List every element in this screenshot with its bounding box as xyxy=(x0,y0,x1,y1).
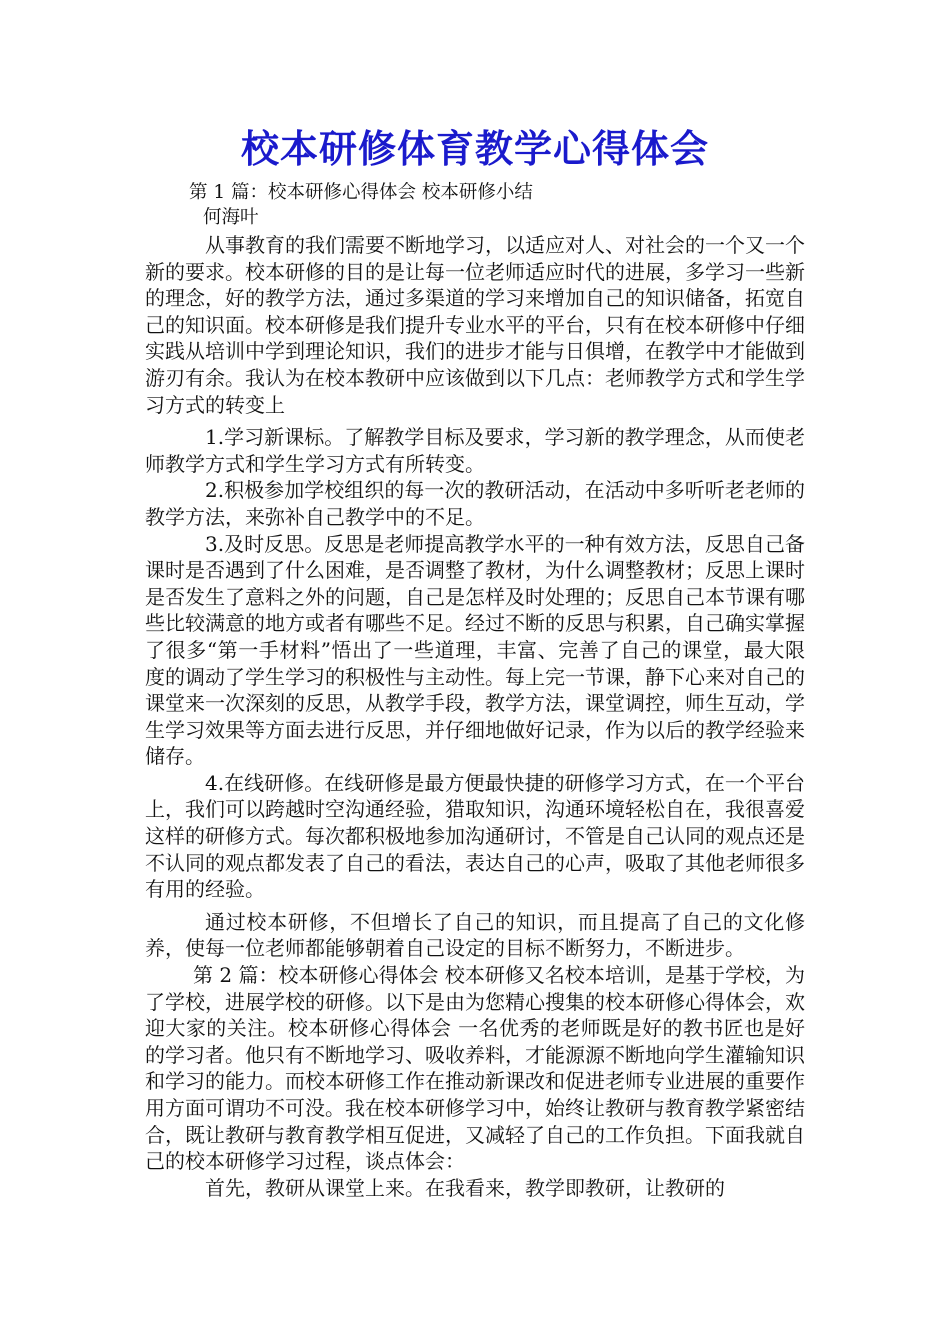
paragraph-point-4: 4.在线研修。在线研修是最方便最快捷的研修学习方式，在一个平台上，我们可以跨越时空沟通经验，猎取知识，沟通环境轻松自在，我很喜爱这样的研修方式。每次都积极地参加沟通研讨，不管是自己认同的观点还是不认同的观点都发表了自己的看法，表达自己的心声，吸取了其他老师很多有用的经验。 xyxy=(145,770,805,902)
author-name: 何海叶 xyxy=(203,207,259,228)
document-page xyxy=(145,120,805,1201)
paragraph-point-3: 3.及时反思。反思是老师提高教学水平的一种有效方法，反思自己备课时是否遇到了什么困难，是否调整了教材，为什么调整教材；反思上课时是否发生了意料之外的问题，自己是怎样及时处理的；反思自己本节课有哪些比较满意的地方或者有哪些不足。经过不断的反思与积累，自己确实掌握了很多“第一手材料”悟出了一些道理，丰富、完善了自己的课堂，最大限度的调动了学生学习的积极性与主动性。每上完一节课，静下心来对自己的课堂来一次深刻的反思，从教学手段，教学方法，课堂调控，师生互动，学生学习效果等方面去进行反思，并仔细地做好记录，作为以后的教学经验来储存。 xyxy=(145,531,805,769)
paragraph-conclusion: 通过校本研修，不但增长了自己的知识，而且提高了自己的文化修养，使每一位老师都能够朝着自己设定的目标不断努力，不断进步。 xyxy=(145,909,805,961)
paragraph-point-1: 1.学习新课标。了解教学目标及要求，学习新的教学理念，从而使老师教学方式和学生学习方式有所转变。 xyxy=(145,425,805,476)
section-heading: 第 1 篇：校本研修心得体会 校本研修小结 xyxy=(189,182,533,203)
paragraph-intro: 从事教育的我们需要不断地学习，以适应对人、对社会的一个又一个新的要求。校本研修的目的是让每一位老师适应时代的进展，多学习一些新的理念，好的教学方法，通过多渠道的学习来增加自己的知识储备，拓宽自己的知识面。校本研修是我们提升专业水平的平台，只有在校本研修中仔细实践从培训中学到理论知识，我们的进步才能与日俱增，在教学中才能做到游刃有余。我认为在校本教研中应该做到以下几点：老师教学方式和学生学习方式的转变上 xyxy=(145,233,805,417)
document-title: 校本研修体育教学心得体会 xyxy=(240,127,709,171)
paragraph-point-2: 2.积极参加学校组织的每一次的教研活动，在活动中多听听老老师的教学方法，来弥补自己教学中的不足。 xyxy=(145,478,805,529)
paragraph-first-point: 首先，教研从课堂上来。在我看来，教学即教研，让教研的 xyxy=(205,1175,725,1200)
paragraph-part-2: 第 2 篇：校本研修心得体会 校本研修又名校本培训，是基于学校，为了学校，进展学校的研修。以下是由为您精心搜集的校本研修心得体会，欢迎大家的关注。校本研修心得体会 一名优秀的老师既是好的教书匠也是好的学习者。他只有不断地学习、吸收养料，才能源源不断地向学生灌输知识和学习的能力。而校本研修工作在推动新课改和促进老师专业进展的重要作用方面可谓功不可没。我在校本研修学习中，始终让教研与教育教学紧密结合，既让教研与教育教学相互促进，又减轻了自己的工作负担。下面我就自己的校本研修学习过程，谈点体会： xyxy=(145,963,805,1174)
